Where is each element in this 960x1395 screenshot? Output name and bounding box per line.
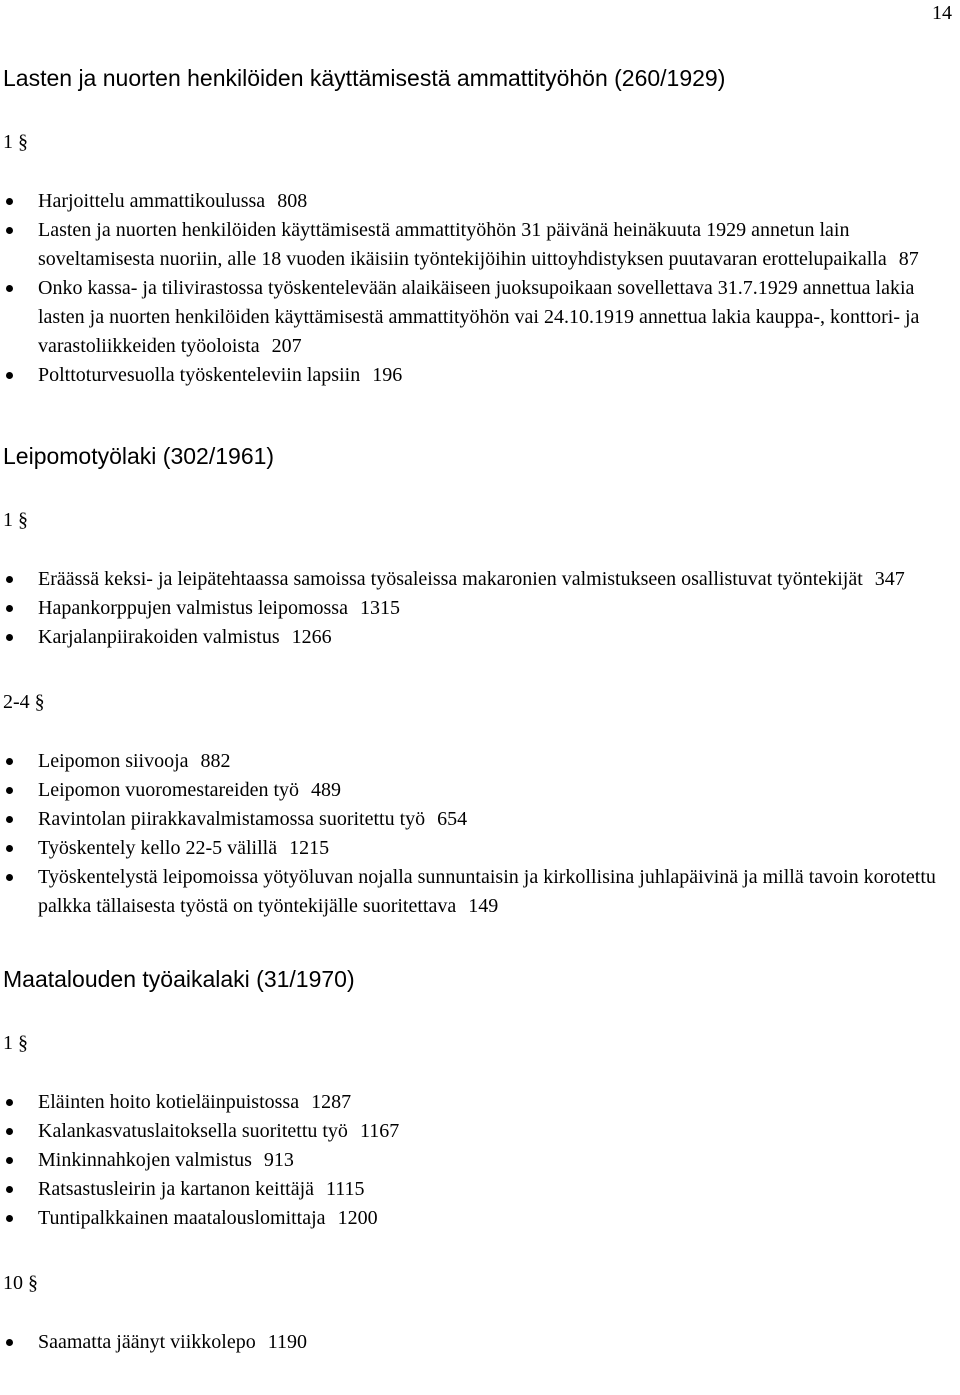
item-text: Onko kassa- ja tilivirastossa työskentelevään alaikäiseen juoksupoikaan sovellettava 31.7.1929 annettua lakia lasten ja nuorten henkilöiden käyttämisestä ammattityöhön vai 24.10.1919 annettua lakia kauppa-, konttori- ja varastoliikkeiden työoloista	[38, 277, 920, 357]
list-item	[3, 361, 955, 390]
item-text: Työskentelystä leipomoissa yötyöluvan nojalla sunnuntaisin ja kirkollisina juhlapäivinä ja millä tavoin korotettu palkka tällaisesta työstä on työntekijälle suoritettava	[38, 866, 936, 917]
page-reference: 489	[311, 779, 342, 801]
page-reference: 196	[372, 364, 403, 386]
item-text: Harjoittelu ammattikoulussa	[38, 190, 266, 212]
item-text: Kalankasvatuslaitoksella suoritettu työ	[38, 1120, 348, 1142]
page-reference: 1315	[359, 597, 400, 619]
page-reference: 1287	[311, 1091, 352, 1113]
section-title: Lasten ja nuorten henkilöiden käyttämisestä ammattityöhön (260/1929)	[3, 65, 726, 91]
item-text: Eräässä keksi- ja leipätehtaassa samoissa työsaleissa makaronien valmistukseen osallistuvat työntekijät	[38, 568, 863, 590]
page-reference: 1115	[326, 1178, 365, 1200]
page-reference: 1190	[267, 1331, 307, 1353]
page-reference: 808	[277, 190, 308, 212]
page-reference: 1200	[337, 1207, 378, 1229]
list-item	[3, 1204, 955, 1233]
paragraph-label: 1 §	[3, 131, 28, 153]
list-item	[3, 274, 955, 361]
list-item	[3, 863, 955, 921]
item-text: Hapankorppujen valmistus leipomossa	[38, 597, 348, 619]
item-text: Ravintolan piirakkavalmistamossa suoritettu työ	[38, 808, 426, 830]
item-text: Tuntipalkkainen maatalouslomittaja	[38, 1207, 326, 1229]
document-body	[3, 65, 955, 1395]
index-list	[3, 565, 955, 652]
section-title: Maatalouden työaikalaki (31/1970)	[3, 966, 355, 992]
paragraph-label: 1 §	[3, 509, 28, 531]
page-number: 14	[932, 2, 952, 24]
page-reference: 207	[271, 335, 302, 357]
list-item	[3, 623, 955, 652]
index-list	[3, 187, 955, 390]
list-item	[3, 1146, 955, 1175]
index-list	[3, 747, 955, 921]
list-item	[3, 1328, 955, 1357]
page-reference: 1167	[359, 1120, 400, 1142]
item-text: Minkinnahkojen valmistus	[38, 1149, 252, 1171]
list-item	[3, 805, 955, 834]
list-item	[3, 1175, 955, 1204]
paragraph-label: 10 §	[3, 1272, 38, 1294]
page-reference: 87	[898, 248, 919, 270]
list-item	[3, 834, 955, 863]
page-reference: 882	[200, 750, 231, 772]
list-item	[3, 565, 955, 594]
list-item	[3, 187, 955, 216]
item-text: Karjalanpiirakoiden valmistus	[38, 626, 280, 648]
page-reference: 347	[874, 568, 905, 590]
item-text: Polttoturvesuolla työskenteleviin lapsiin	[38, 364, 361, 386]
list-item	[3, 1117, 955, 1146]
list-item	[3, 594, 955, 623]
item-text: Eläinten hoito kotieläinpuistossa	[38, 1091, 300, 1113]
list-item	[3, 776, 955, 805]
paragraph-label: 1 §	[3, 1032, 28, 1054]
item-text: Leipomon siivooja	[38, 750, 189, 772]
page-reference: 654	[437, 808, 468, 830]
list-item	[3, 216, 955, 274]
item-text: Lasten ja nuorten henkilöiden käyttämisestä ammattityöhön 31 päivänä heinäkuuta 1929 annetun lain soveltamisesta nuoriin, alle 18 vuoden ikäisiin työntekijöihin uittoyhdistyksen puutavaran erottelupaikalla	[38, 219, 887, 270]
paragraph-label: 2-4 §	[3, 691, 45, 713]
index-list	[3, 1328, 955, 1357]
page-reference: 913	[263, 1149, 294, 1171]
page-reference: 1266	[291, 626, 332, 648]
page-reference: 149	[468, 895, 499, 917]
page-reference: 1215	[289, 837, 330, 859]
section-title: Leipomotyölaki (302/1961)	[3, 443, 275, 469]
list-item	[3, 747, 955, 776]
item-text: Leipomon vuoromestareiden työ	[38, 779, 300, 801]
item-text: Saamatta jäänyt viikkolepo	[38, 1331, 256, 1353]
item-text: Ratsastusleirin ja kartanon keittäjä	[38, 1178, 315, 1200]
item-text: Työskentely kello 22-5 välillä	[38, 837, 278, 859]
list-item	[3, 1088, 955, 1117]
index-list	[3, 1088, 955, 1233]
